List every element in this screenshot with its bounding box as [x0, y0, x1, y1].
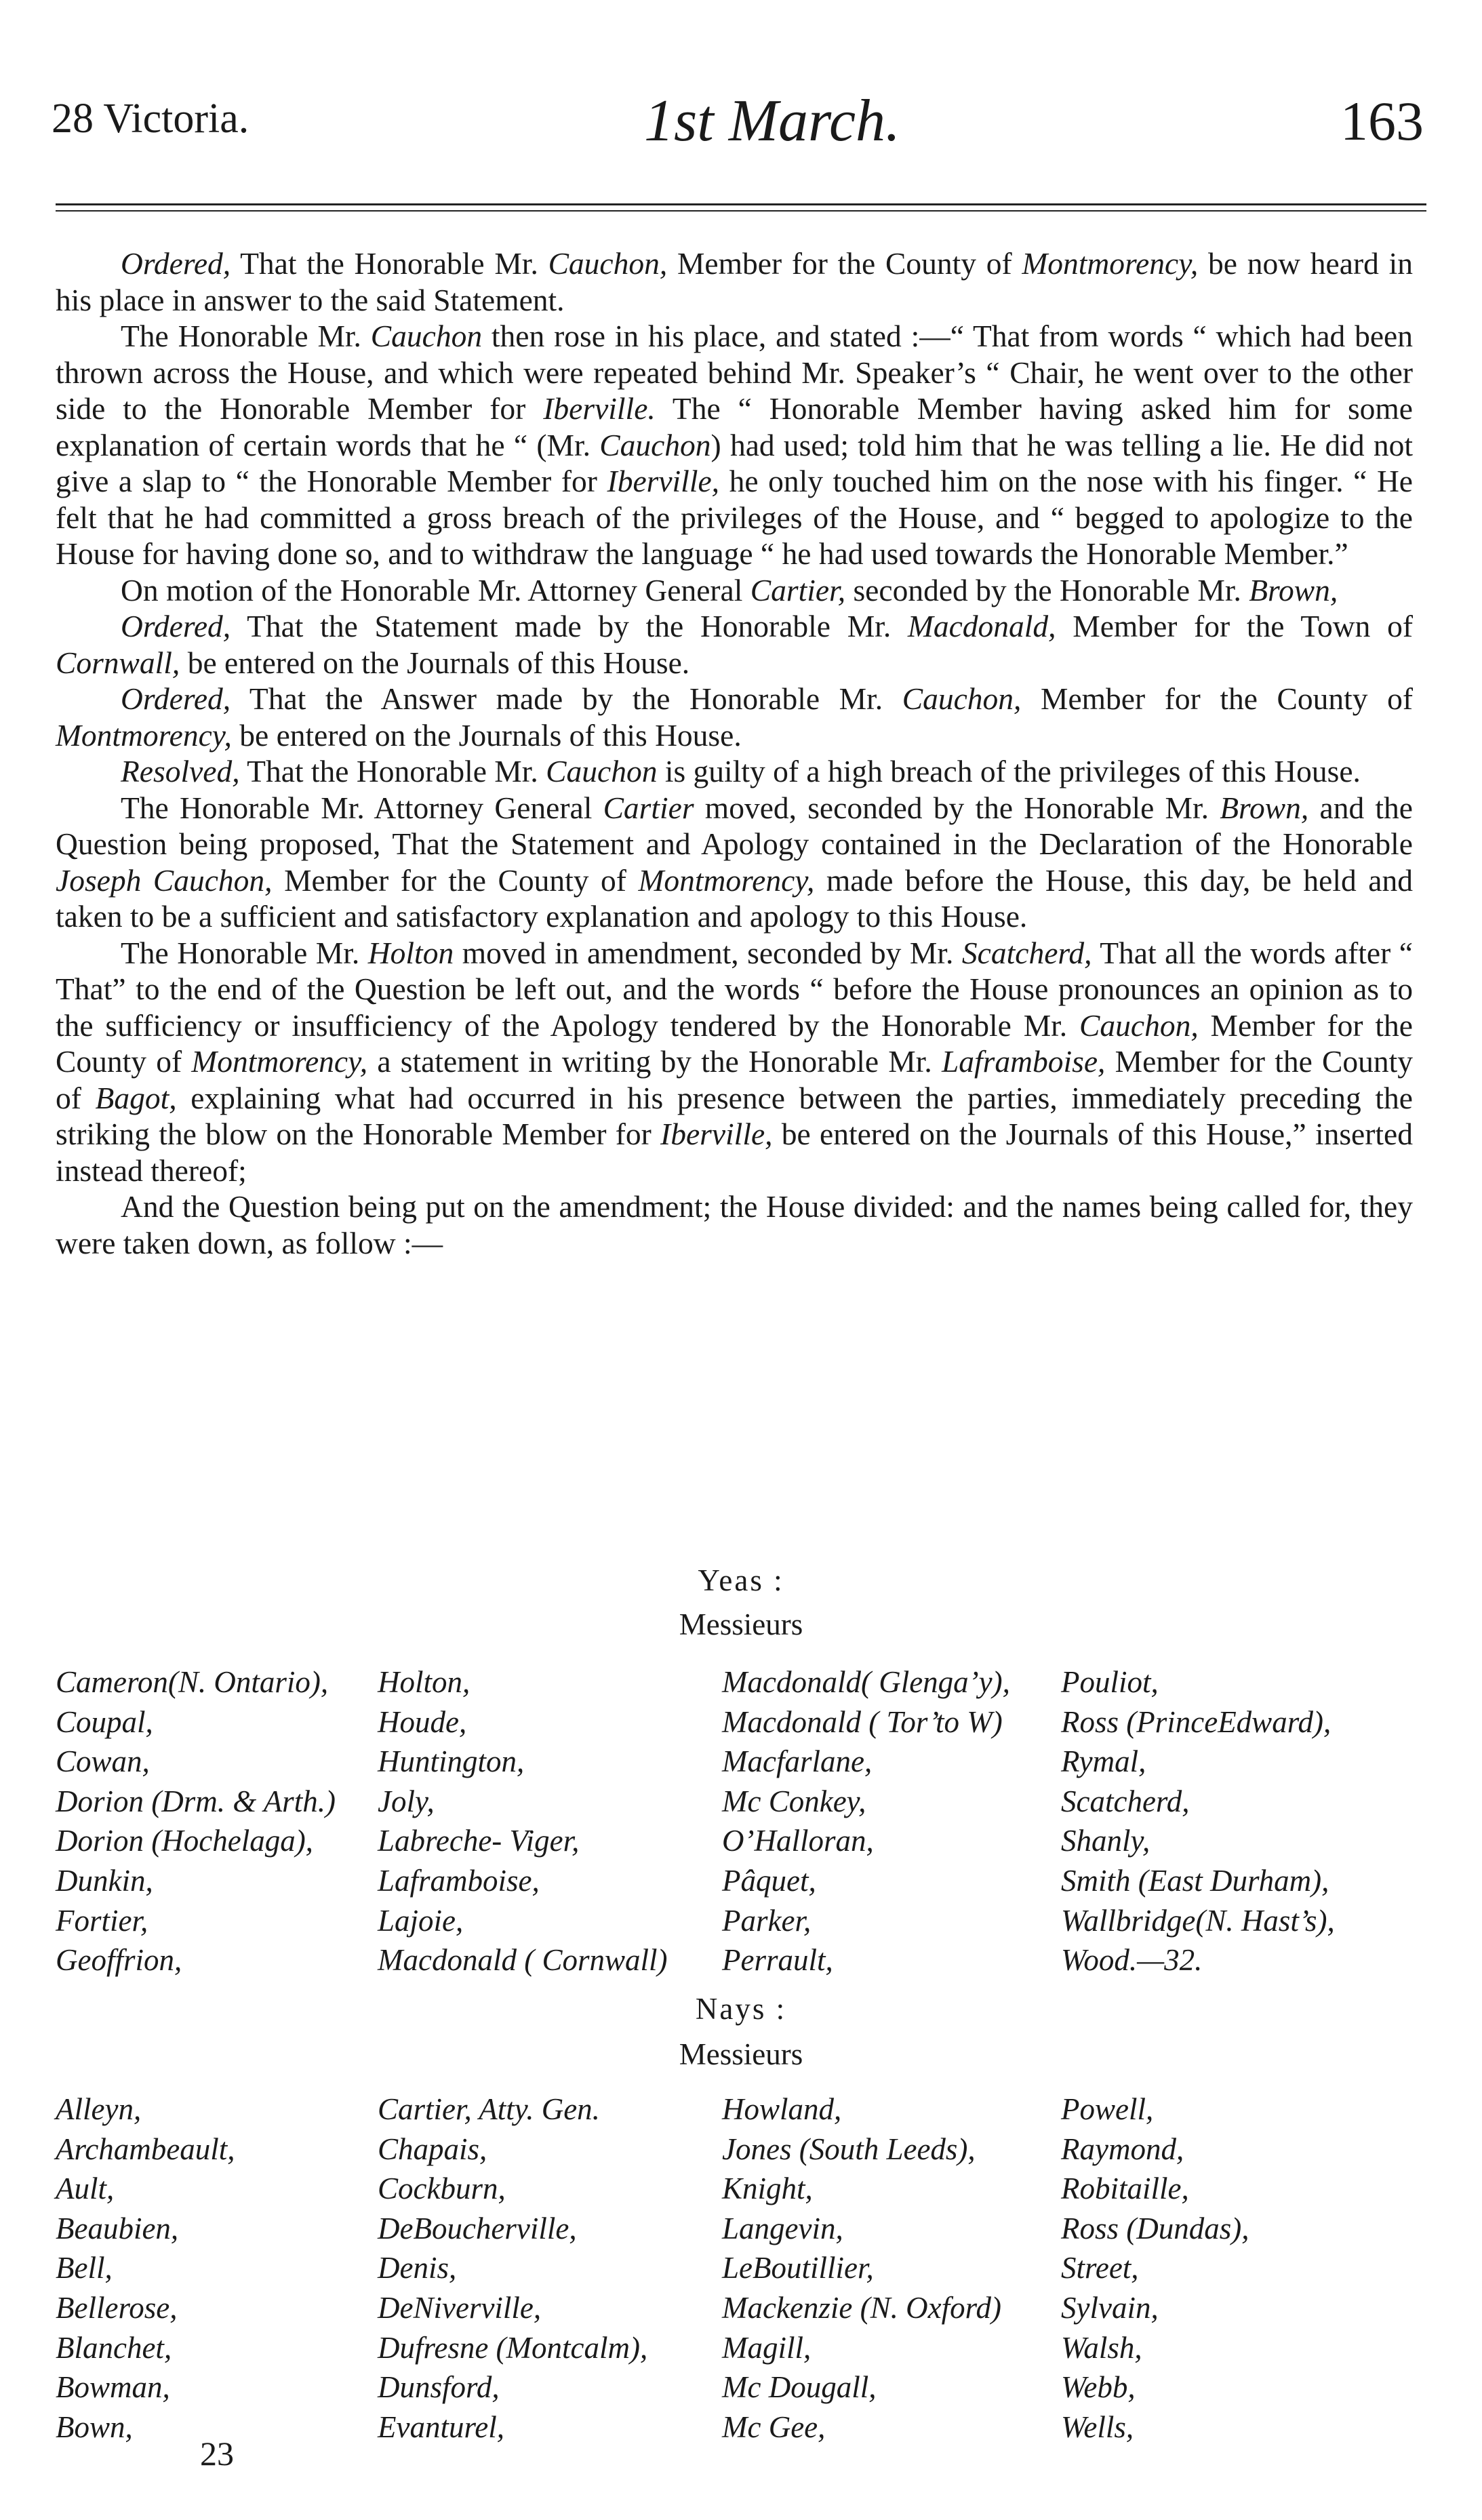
nays-table	[56, 2089, 1439, 2447]
member-name: Coupal,	[56, 1704, 153, 1739]
member-name: O’Halloran,	[722, 1824, 874, 1858]
italic-run: Brown,	[1249, 572, 1338, 607]
text-run: made before the House, this day, be held and taken to be a sufficient and satisfactory explanation and apology to this House.	[56, 862, 1414, 934]
nays-subheading: Messieurs	[679, 2037, 803, 2071]
name-row	[56, 2407, 1439, 2447]
member-name: Mc Conkey,	[722, 1784, 866, 1818]
member-name: Dufresne (Montcalm),	[378, 2330, 648, 2365]
member-name: Macdonald ( Tor’to W)	[722, 1704, 1003, 1739]
member-name: Macfarlane,	[722, 1744, 873, 1779]
signature-mark: 23	[200, 2435, 234, 2473]
member-name: Raymond,	[1061, 2132, 1184, 2166]
member-name: Smith (East Durham),	[1061, 1863, 1329, 1898]
text-run: That the Answer made by the Honorable Mr.	[231, 681, 902, 716]
member-name: Cameron(N. Ontario),	[56, 1665, 329, 1699]
member-name: Perrault,	[722, 1943, 833, 1978]
italic-run: Resolved,	[121, 754, 240, 788]
italic-run: Cauchon	[599, 427, 711, 462]
text-run: and the Question being proposed, That the Statement and Apology contained in the Declaration of the Honorable	[56, 790, 1414, 861]
name-row	[56, 1940, 1439, 1980]
italic-run: Ordered,	[121, 681, 231, 716]
paragraph	[56, 1188, 1413, 1261]
member-name: Howland,	[722, 2092, 842, 2126]
member-name: Bell,	[56, 2251, 113, 2285]
header-rule	[56, 203, 1426, 205]
member-name: Powell,	[1061, 2092, 1154, 2126]
member-name: Wood.—32.	[1061, 1943, 1203, 1978]
text-run: moved, seconded by the Honorable Mr.	[694, 790, 1220, 825]
member-name: Street,	[1061, 2251, 1139, 2285]
italic-run: Iberville.	[543, 391, 656, 426]
text-run: ) had used; told him that he was telling a lie. He did not give a slap to “ the Honorable Member for	[56, 427, 1413, 498]
text-run: be entered on the Journals of this House.	[180, 645, 690, 680]
text-run: That the Statement made by the Honorable Mr.	[231, 609, 908, 643]
paragraph	[56, 572, 1413, 609]
text-run: be entered on the Journals of this House.	[231, 717, 742, 753]
paragraph	[56, 608, 1413, 681]
member-name: Geoffrion,	[56, 1943, 182, 1978]
italic-run: Brown,	[1220, 790, 1309, 825]
italic-run: Cornwall,	[56, 645, 180, 680]
member-name: Pâquet,	[722, 1863, 816, 1898]
member-name: LeBoutillier,	[722, 2251, 874, 2285]
paragraph	[56, 753, 1413, 790]
italic-run: Cauchon,	[548, 246, 668, 281]
member-name: Bellerose,	[56, 2290, 178, 2325]
proceedings-text	[56, 245, 1413, 1261]
italic-run: Montmorency,	[638, 862, 815, 898]
text-run: Member for the County of	[667, 246, 1022, 281]
nays-heading: Nays :	[695, 1992, 787, 2026]
member-name: Magill,	[722, 2330, 812, 2365]
text-run: The Honorable Mr.	[121, 319, 371, 353]
italic-run: Cauchon	[370, 319, 483, 353]
header-rule-thin	[56, 210, 1426, 212]
italic-run: Montmorency,	[1022, 246, 1199, 281]
member-name: Parker,	[722, 1903, 812, 1938]
italic-run: Cartier	[603, 790, 694, 825]
yeas-list	[56, 1662, 1439, 1980]
member-name: Robitaille,	[1061, 2172, 1189, 2206]
name-row	[56, 1901, 1439, 1941]
italic-run: Bagot,	[95, 1080, 177, 1115]
member-name: Evanturel,	[378, 2409, 505, 2444]
member-name: Mc Dougall,	[722, 2370, 877, 2405]
member-name: Fortier,	[56, 1903, 148, 1938]
member-name: Huntington,	[378, 1744, 525, 1779]
member-name: Labreche- Viger,	[378, 1824, 580, 1858]
member-name: Mc Gee,	[722, 2409, 826, 2444]
member-name: DeBoucherville,	[378, 2211, 577, 2245]
name-row	[56, 2367, 1439, 2407]
member-name: Holton,	[378, 1665, 470, 1699]
italic-run: Macdonald,	[907, 609, 1056, 643]
name-row	[56, 1702, 1439, 1742]
paragraph	[56, 318, 1413, 572]
text-run: moved in amendment, seconded by Mr.	[454, 935, 962, 970]
italic-run: Cauchon,	[1079, 1007, 1199, 1043]
member-name: Sylvain,	[1061, 2290, 1159, 2325]
text-run: then rose in his place, and stated :—“ That from words “ which had been thrown across the House, and which were repeated behind Mr. Speaker’s “ Chair, he went over to the other side to the Honorable Member for	[56, 319, 1413, 426]
name-row	[56, 1821, 1439, 1861]
italic-run: Iberville,	[607, 464, 720, 498]
italic-run: Cartier,	[750, 572, 846, 607]
text-run: be entered on the Journals of this House,” inserted instead thereof;	[56, 1117, 1413, 1188]
text-run: Member for the County of	[56, 1007, 1414, 1079]
member-name: Wells,	[1061, 2409, 1134, 2444]
member-name: Langevin,	[722, 2211, 843, 2245]
name-row	[56, 1742, 1439, 1782]
italic-run: Laframboise,	[941, 1044, 1106, 1079]
name-row	[56, 1662, 1439, 1702]
text-run: On motion of the Honorable Mr. Attorney General	[121, 572, 750, 607]
text-run: Member for the County of	[1021, 681, 1414, 716]
text-run: The “ Honorable Member having asked him for some explanation of certain words that he “ (Mr.	[56, 391, 1413, 462]
text-run: be now heard in his place in answer to the said Statement.	[56, 246, 1413, 317]
member-name: Archambeault,	[56, 2132, 235, 2166]
name-row	[56, 1782, 1439, 1822]
member-name: Knight,	[722, 2172, 813, 2206]
member-name: Shanly,	[1061, 1824, 1150, 1858]
text-run: Member for the County of	[272, 862, 639, 898]
italic-run: Iberville,	[660, 1117, 773, 1151]
text-run: And the Question being put on the amendment; the House divided: and the names being called for, they were taken down, as follow :—	[56, 1189, 1413, 1260]
name-row	[56, 1861, 1439, 1901]
name-row	[56, 2129, 1439, 2169]
member-name: Walsh,	[1061, 2330, 1142, 2365]
member-name: Dunkin,	[56, 1863, 153, 1898]
italic-run: Ordered,	[121, 609, 231, 643]
member-name: Pouliot,	[1061, 1665, 1159, 1699]
member-name: Bown,	[56, 2409, 133, 2444]
member-name: Cowan,	[56, 1744, 150, 1779]
yeas-subheading: Messieurs	[679, 1607, 803, 1641]
member-name: Blanchet,	[56, 2330, 172, 2365]
text-run: seconded by the Honorable Mr.	[845, 572, 1249, 607]
paragraph	[56, 681, 1413, 753]
member-name: Dorion (Drm. & Arth.)	[56, 1784, 336, 1818]
italic-run: Montmorency,	[56, 717, 232, 753]
italic-run: Cauchon	[546, 754, 658, 788]
name-row	[56, 2209, 1439, 2249]
member-name: Wallbridge(N. Hast’s),	[1061, 1903, 1335, 1938]
text-run: a statement in writing by the Honorable Mr.	[367, 1044, 942, 1079]
member-name: Macdonald( Glenga’y),	[722, 1665, 1010, 1699]
member-name: Dorion (Hochelaga),	[56, 1824, 313, 1858]
yeas-table	[56, 1662, 1439, 1980]
member-name: Houde,	[378, 1704, 467, 1739]
member-name: Rymal,	[1061, 1744, 1146, 1779]
text-run: he only touched him on the nose with his finger. “ He felt that he had committed a gross breach of the privileges of the House, and “ begged to apologize to the House for having done so, and to withdraw the language “ he had used towards the Honorable Member.”	[56, 464, 1414, 571]
paragraph	[56, 245, 1413, 318]
member-name: Dunsford,	[378, 2370, 500, 2405]
text-run: Member for the Town of	[1056, 609, 1413, 643]
italic-run: Holton	[367, 935, 454, 970]
member-name: Ross (Dundas),	[1061, 2211, 1249, 2245]
member-name: Bowman,	[56, 2370, 170, 2405]
paragraph	[56, 790, 1413, 935]
paragraph	[56, 935, 1413, 1189]
name-row	[56, 2169, 1439, 2209]
member-name: Macdonald ( Cornwall)	[378, 1943, 668, 1978]
text-run: The Honorable Mr. Attorney General	[121, 790, 603, 825]
member-name: Joly,	[378, 1784, 435, 1818]
name-row	[56, 2089, 1439, 2129]
name-row	[56, 2288, 1439, 2328]
member-name: Ault,	[56, 2172, 115, 2206]
italic-run: Montmorency,	[191, 1044, 368, 1079]
header-session: 28 Victoria.	[52, 96, 249, 142]
text-run: That the Honorable Mr.	[231, 246, 548, 281]
member-name: Ross (PrinceEdward),	[1061, 1704, 1331, 1739]
text-run: is guilty of a high breach of the privileges of this House.	[657, 754, 1361, 788]
nays-list	[56, 2089, 1439, 2447]
member-name: Chapais,	[378, 2132, 487, 2166]
name-row	[56, 2328, 1439, 2368]
member-name: Cockburn,	[378, 2172, 506, 2206]
member-name: Mackenzie (N. Oxford)	[722, 2290, 1001, 2325]
italic-run: Ordered,	[121, 246, 231, 281]
member-name: Cartier, Atty. Gen.	[378, 2092, 600, 2126]
member-name: Scatcherd,	[1061, 1784, 1190, 1818]
text-run: That all the words after “ That” to the end of the Question be left out, and the words “ before the House pronounces an opinion as to the sufficiency or insufficiency of the Apology tendered by the Honorable Mr.	[56, 935, 1413, 1043]
italic-run: Scatcherd,	[961, 935, 1092, 970]
member-name: Laframboise,	[378, 1863, 540, 1898]
member-name: DeNiverville,	[378, 2290, 542, 2325]
member-name: Beaubien,	[56, 2211, 179, 2245]
italic-run: Cauchon,	[902, 681, 1022, 716]
yeas-heading: Yeas :	[698, 1563, 784, 1597]
member-name: Alleyn,	[56, 2092, 142, 2126]
page-number: 163	[1340, 90, 1424, 152]
text-run: That the Honorable Mr.	[239, 754, 546, 788]
member-name: Lajoie,	[378, 1903, 464, 1938]
italic-run: Joseph Cauchon,	[56, 862, 273, 898]
member-name: Jones (South Leeds),	[722, 2132, 976, 2166]
text-run: The Honorable Mr.	[121, 935, 368, 970]
member-name: Webb,	[1061, 2370, 1136, 2405]
text-run: Member for the County of	[56, 1044, 1413, 1115]
name-row	[56, 2248, 1439, 2288]
text-run: explaining what had occurred in his presence between the parties, immediately preceding the striking the blow on the Honorable Member for	[56, 1080, 1414, 1151]
header-date: 1st March.	[644, 88, 901, 154]
member-name: Denis,	[378, 2251, 457, 2285]
